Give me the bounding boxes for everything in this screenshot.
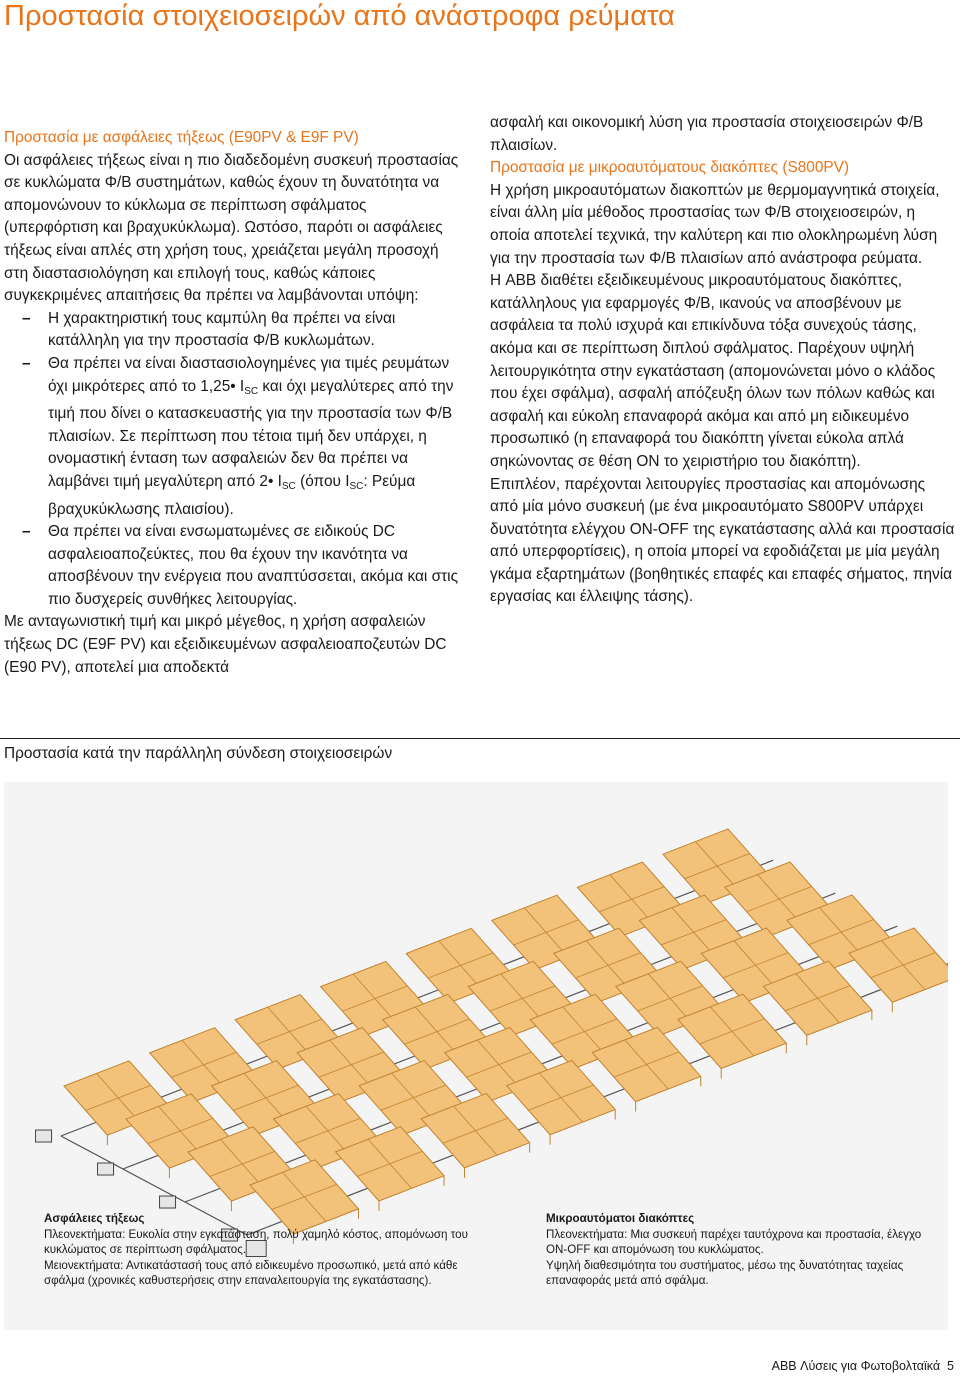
continuation-paragraph: ασφαλή και οικονομική λύση για προστασία στοιχειοσειρών Φ/Β πλαισίων. (490, 114, 924, 154)
right-column (490, 112, 956, 609)
list-item (4, 521, 464, 611)
breakers-advantages: Πλεονεκτήματα: Μια συσκευή παρέχει ταυτόχρονα και προστασία, έλεγχο ON-OFF και απομόνωση του κυκλώματος. (546, 1227, 922, 1257)
bullet-text: Η χαρακτηριστική τους καμπύλη θα πρέπει να είναι κατάλληλη για την προστασία Φ/Β κυκλωμάτων. (48, 309, 396, 350)
bullet-text: Θα πρέπει να είναι διαστασιολογημένες για τιμές ρευμάτων όχι μικρότερες από το 1,25• I (48, 354, 450, 395)
bullet-text: (όπου I (295, 472, 350, 490)
breaker-protection-heading: Προστασία με μικροαυτόματους διακόπτες (S800PV) (490, 159, 850, 177)
footer-text: ABB Λύσεις για Φωτοβολταϊκά (771, 1359, 941, 1373)
breaker-paragraph-3: Επιπλέον, παρέχονται λειτουργίες προστασίας και απομόνωσης από μία μόνο συσκευή (με ένα μικροαυτόματο S800PV υπάρχει δυνατότητα ελέγχου ON-OFF της εγκατάστασης αλλά και προστασία από υπερφορτίσεις), η οποία μπορεί να εφοδιάζεται με μία μεγάλη γκάμα εξαρτημάτων (βοηθητικές επαφές και επαφές σήματος, πηνία εργασίας και έλλειψης τάσης). (490, 475, 955, 606)
section-divider (0, 738, 960, 739)
fuses-legend-title: Ασφάλειες τήξεως (44, 1212, 145, 1225)
bullet-text: Θα πρέπει να είναι ενσωματωμένες σε ειδικούς DC ασφαλειοαποζεύκτες, που θα έχουν την ικανότητα να αποσβένουν την ενέργεια που αναπτύσσεται, ακόμα και στις πιο δυσχερείς συνθήκες λειτουργίας. (48, 523, 459, 608)
protection-device (98, 1163, 114, 1175)
bullet-text: και όχι μεγαλύτερες από την τιμή που δίνει ο κατασκευαστής για την προστασία των Φ/Β πλαισίων. Σε περίπτωση που τέτοια τιμή δεν υπάρχει, η ονομαστική ένταση των ασφαλειών δεν θα πρέπει να λαμβάνει τιμή μεγαλύτερη από 2• I (48, 377, 454, 490)
figure-section-title: Προστασία κατά την παράλληλη σύνδεση στοιχειοσειρών (4, 745, 393, 762)
breakers-availability: Υψηλή διαθεσιμότητα του συστήματος, μέσω της δυνατότητας ταχείας επαναφοράς μετά από σφάλμα. (546, 1258, 904, 1288)
breakers-legend (546, 1211, 926, 1289)
list-item (4, 353, 464, 521)
dash-bullet: – (22, 309, 31, 327)
subscript: SC (244, 385, 259, 397)
subscript: SC (349, 480, 364, 492)
dash-bullet: – (22, 354, 31, 372)
breaker-paragraph-1: Η χρήση μικροαυτόματων διακοπτών με θερμομαγνητικά στοιχεία, είναι άλλη μία μέθοδος προστασίας των Φ/Β στοιχειοσειρών, η οποία αποτελεί τεχνικά, την καλύτερη και πιο ολοκληρωμένη λύση για την προστασία των Φ/Β πλαισίων από ανάστροφα ρεύματα. (490, 181, 940, 267)
protection-device (36, 1130, 52, 1142)
breakers-legend-title: Μικροαυτόματοι διακόπτες (546, 1212, 695, 1225)
fuse-protection-heading: Προστασία με ασφάλειες τήξεως (E90PV & E9F PV) (4, 129, 359, 146)
page-footer (772, 1359, 954, 1373)
fuses-advantages: Πλεονεκτήματα: Ευκολία στην εγκατάσταση, πολύ χαμηλό κόστος, απομόνωση του κυκλώματος σε περίπτωση σφάλματος. (44, 1227, 468, 1257)
left-column (4, 127, 464, 679)
fuse-intro-paragraph: Οι ασφάλειες τήξεως είναι η πιο διαδεδομένη συσκευή προστασίας σε κυκλώματα Φ/Β συστημάτων, καθώς έχουν τη δυνατότητα να απομονώνουν το κύκλωμα σε περίπτωση σφάλματος (υπερφόρτιση και βραχυκύκλωμα). Ωστόσο, παρότι οι ασφάλειες τήξεως είναι απλές στη χρήση τους, χρειάζεται μεγάλη προσοχή στη διαστασιολόγηση και επιλογή τους, καθώς κάποιες συγκεκριμένες απαιτήσεις θα πρέπει να λαμβάνονται υπόψη: (4, 151, 459, 305)
fuses-disadvantages: Μειονεκτήματα: Αντικατάστασή τους από ειδικευμένο προσωπικό, μετά από κάθε σφάλμα (χρονικές καθυστερήσεις στην επαναλειτουργία της εγκατάστασης). (44, 1258, 458, 1288)
fuse-closing-paragraph: Με ανταγωνιστική τιμή και μικρό μέγεθος, η χρήση ασφαλειών τήξεως DC (E9F PV) και εξειδικευμένων ασφαλειοαποζευτών DC (E90 PV), αποτελεί μια αποδεκτά (4, 613, 447, 676)
subscript: SC (281, 480, 296, 492)
dash-bullet: – (22, 523, 31, 541)
list-item (4, 308, 464, 353)
page-number: 5 (947, 1359, 954, 1373)
breaker-paragraph-2: Η ABB διαθέτει εξειδικευμένους μικροαυτόματους διακόπτες, κατάλληλους για εφαρμογές Φ/Β, ικανούς να αποσβένουν με ασφάλεια τα πολύ ισχυρά και επικίνδυνα τόξα συνεχούς τάσης, ακόμα και σε περίπτωση διπλού σφάλματος. Παρέχουν υψηλή λειτουργικότητα στην εγκατάσταση (απομονώνεται μόνο ο κλάδος που έχει σφάλμα), ασφαλή απόζευξη όλων των πόλων καθώς και ασφαλή και εύκολη επαναφορά ακόμα και από μη ειδικευμένο προσωπικό (η επαναφορά του διακόπτη γίνεται εύκολα απλά σηκώνοντας σε θέση ON το χειριστήριο του διακόπτη). (490, 272, 936, 470)
fuses-legend (44, 1211, 484, 1289)
page-title: Προστασία στοιχειοσειρών από ανάστροφα ρεύματα (4, 0, 675, 32)
protection-device (160, 1196, 176, 1208)
bullet-text: : Ρεύμα βραχυκύκλωσης πλαισίου). (48, 472, 416, 518)
